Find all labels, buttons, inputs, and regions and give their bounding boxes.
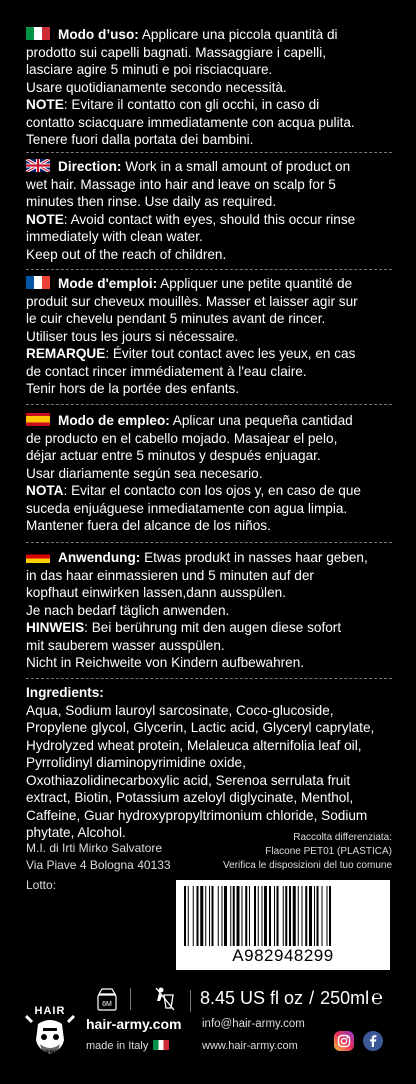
- barcode-bar: [188, 886, 189, 946]
- barcode-bar: [298, 886, 299, 946]
- barcode-bar: [242, 886, 243, 946]
- barcode-bar: [258, 886, 259, 946]
- de-flag-icon: [26, 550, 50, 563]
- barcode-bar: [209, 886, 210, 946]
- manufacturer-address: Via Piave 4 Bologna 40133: [26, 858, 171, 872]
- divider: [26, 269, 392, 270]
- divider: [26, 678, 392, 679]
- barcode-bar: [262, 886, 263, 946]
- fr-flag-icon: [26, 276, 50, 289]
- ingredients-line: Pyrrolidinyl diaminopyrimidine oxide,: [26, 755, 246, 770]
- facebook-icon[interactable]: [363, 1031, 383, 1051]
- barcode-bar: [237, 886, 240, 946]
- barcode: [176, 880, 390, 970]
- barcode-bar: [314, 886, 315, 946]
- barcode-bar: [200, 886, 203, 946]
- volume-slash: /: [309, 988, 315, 1008]
- barcode-number: A982948299: [232, 946, 334, 965]
- logo-text-top: HAIR: [34, 1005, 66, 1017]
- volume-ml: 250ml: [320, 988, 370, 1008]
- barcode-bar: [274, 886, 275, 946]
- barcode-bar: [293, 886, 296, 946]
- pao-jar-icon: [96, 986, 118, 1017]
- hair-army-logo: [24, 1004, 76, 1058]
- es-flag-icon: [26, 413, 50, 426]
- divider: [26, 404, 392, 405]
- barcode-bar: [212, 886, 214, 946]
- volume-us: 8.45 US fl oz: [200, 988, 304, 1008]
- barcode-bar: [254, 886, 256, 946]
- section-english: Direction: Work in a small amount of product on wet hair. Massage into hair and leave on scalp for 5 minutes then rinse. Use daily as required. NOTE: Avoid contact with eyes, should this occur rinse immediately with clean water. Keep out of the reach of children.: [26, 159, 356, 262]
- barcode-bar: [224, 886, 227, 946]
- ingredients-line: phytate, Alcohol.: [26, 825, 126, 840]
- barcode-bar: [245, 886, 247, 946]
- barcode-bar: [249, 886, 250, 946]
- ingredients-line: Caffeine, Guar hydroxypropyltrimonium chloride, Sodium: [26, 807, 368, 823]
- pao-label: 6M: [102, 1001, 112, 1008]
- divider: [190, 990, 191, 1012]
- ingredients-line: Propylene glycol, Glycerin, Lactic acid, Glyceryl caprylate,: [26, 720, 375, 735]
- barcode-bar: [309, 886, 312, 946]
- barcode-bar: [269, 886, 271, 946]
- barcode-bar: [289, 886, 291, 946]
- barcode-bar: [197, 886, 199, 946]
- divider: [26, 152, 392, 153]
- barcode-bar: [218, 886, 219, 946]
- barcode-bar: [205, 886, 206, 946]
- divider: [26, 542, 392, 543]
- barcode-bars: [184, 886, 382, 946]
- barcode-bar: [222, 886, 223, 946]
- manufacturer-info: [26, 840, 171, 874]
- barcode-bar: [317, 886, 319, 946]
- divider: [130, 988, 131, 1010]
- website-link[interactable]: www.hair-army.com: [202, 1040, 298, 1052]
- barcode-bar: [193, 886, 194, 946]
- ingredients-line: Aqua, Sodium lauroyl sarcosinate, Coco-glucoside,: [26, 702, 334, 718]
- barcode-bar: [305, 886, 307, 946]
- website-bold[interactable]: hair-army.com: [86, 1016, 182, 1032]
- section-german: Anwendung: Etwas produkt in nasses haar geben, in das haar einmassieren und 5 minuten auf der kopfhaut einwirken lassen,dann ausspülen. Je nach bedarf täglich anwenden. HINWEIS: Bei berührung mit den augen diese sofort mit sauberem wasser ausspülen. Nicht in Reichweite von Kindern aufbewahren.: [26, 550, 368, 670]
- logo-text-bottom: ARMY: [40, 1050, 60, 1056]
- volume-label: [200, 987, 383, 1010]
- barcode-bar: [277, 886, 279, 946]
- it-flag-icon: [26, 27, 50, 40]
- recycling-info: Raccolta differenziata: Flacone PET01 (PLASTICA) Verifica le disposizioni del tuo comune: [223, 832, 392, 871]
- barcode-bar: [322, 886, 323, 946]
- it-flag-small-icon: [153, 1040, 169, 1050]
- ingredients-line: extract, Biotin, Potassium azeloyl diglycinate, Menthol,: [26, 790, 354, 805]
- no-litter-bin-icon: [154, 986, 176, 1017]
- made-in-label: made in Italy: [86, 1040, 169, 1052]
- barcode-bar: [329, 886, 331, 946]
- manufacturer-name: M.I. di Irti Mirko Salvatore: [26, 841, 163, 855]
- barcode-bar: [283, 886, 284, 946]
- uk-flag-icon: [26, 159, 50, 172]
- ingredients-block: [26, 684, 398, 842]
- barcode-bar: [230, 886, 231, 946]
- estimated-sign-icon: ℮: [371, 987, 384, 1009]
- email-link[interactable]: info@hair-army.com: [202, 1018, 305, 1030]
- ingredients-line: Hydrolyzed wheat protein, Melaleuca alternifolia leaf oil,: [26, 737, 362, 753]
- ingredients-title: Ingredients:: [26, 685, 104, 700]
- barcode-bar: [285, 886, 287, 946]
- barcode-bar: [264, 886, 267, 946]
- lot-label: Lotto:: [26, 878, 57, 892]
- ingredients-line: Oxothiazolidinecarboxylic acid, Serenoa serrulata fruit: [26, 772, 351, 788]
- section-french: Mode d'emploi: Appliquer une petite quantité de produit sur cheveux mouillès. Masser et laisser agir sur le cuir chevelu pendant 5 minutes avant de rincer. Utiliser tous les jours si nécessaire. REMARQUE: Éviter tout contact avec les yeux, en cas de contact rincer immédiatement à l'eau claire. Tenir hors de la portée des enfants.: [26, 276, 358, 396]
- barcode-bar: [184, 886, 186, 946]
- barcode-bar: [302, 886, 303, 946]
- barcode-bar: [233, 886, 235, 946]
- section-italian: Modo d’uso: Applicare una piccola quantità di prodotto sui capelli bagnati. Massaggiare i capelli, lasciare agire 5 minuti e poi risciacquare. Usare quotidianamente secondo necessità. NOTE: Evitare il contatto con gli occhi, in caso di contatto sciacquare immediatamente con acqua pulita. Tenere fuori dalla portata dei bambini.: [26, 27, 355, 147]
- section-spanish: Modo de empleo: Aplicar una pequeña cantidad de producto en el cabello mojado. Masajear el pelo, déjar actuar entre 5 minutos y después enjuagar. Usar diariamente según sea necesario. NOTA: Evitar el contacto con los ojos y, en caso de que suceda enjuáguese inmediatamente con agua limpia. Mantener fuera del alcance de los niños.: [26, 413, 361, 533]
- barcode-bar: [327, 886, 328, 946]
- instagram-icon[interactable]: [334, 1031, 354, 1051]
